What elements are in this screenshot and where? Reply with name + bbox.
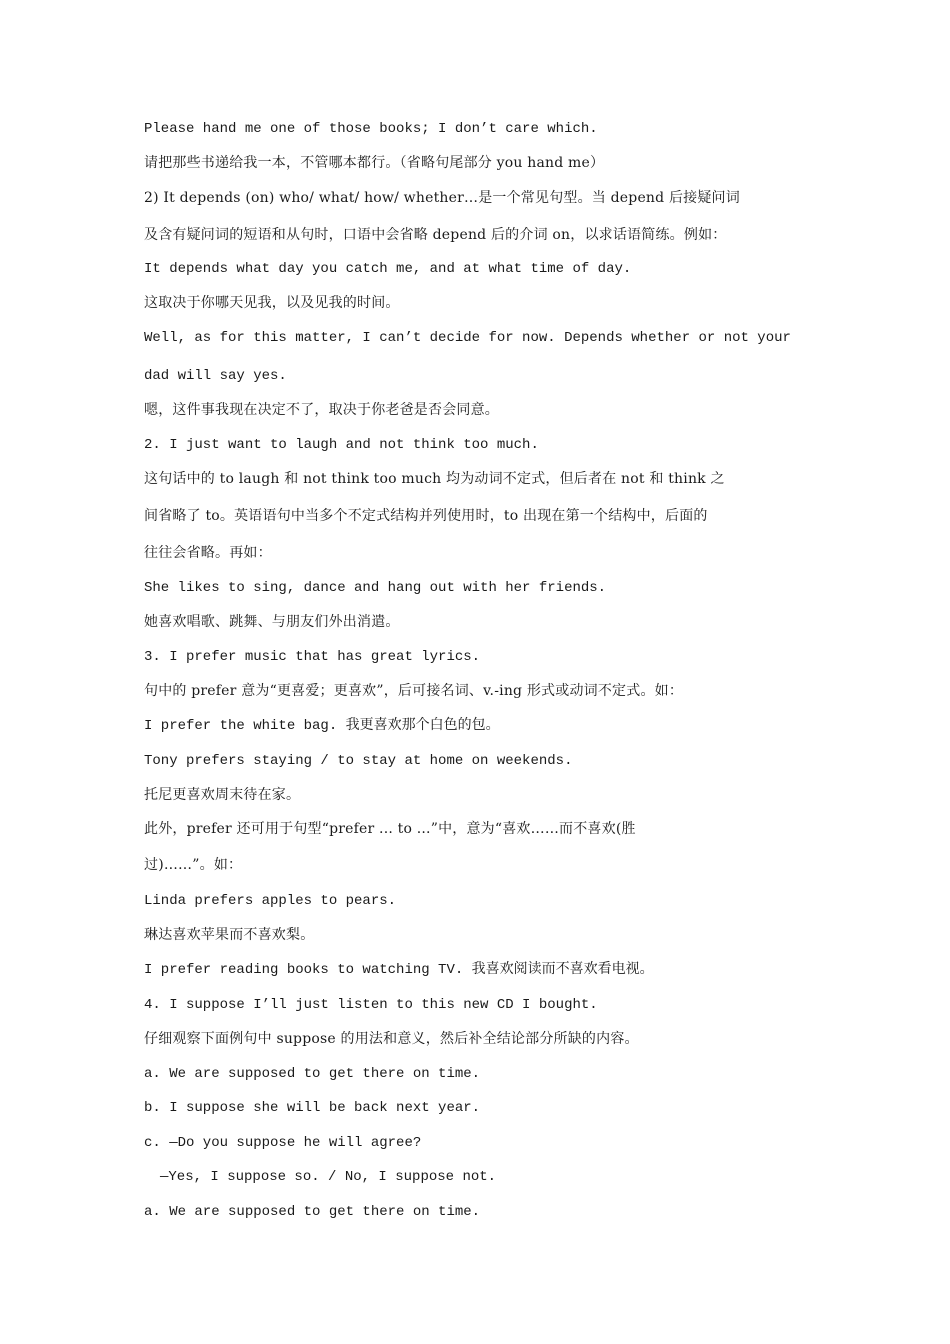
text-line-1: Please hand me one of those books; I don’t care which. (144, 121, 598, 137)
text-line-31: —Yes, I suppose so. / No, I suppose not. (160, 1169, 497, 1185)
text-line-15: 她喜欢唱歌、跳舞、与朋友们外出消遣。 (144, 614, 400, 630)
text-line-11: 这句话中的 to laugh 和 not think too much 均为动词不定式，但后者在 not 和 think 之 (144, 471, 725, 487)
text-line-27: 仔细观察下面例句中 suppose 的用法和意义，然后补全结论部分所缺的内容。 (144, 1031, 639, 1047)
text-line-14: She likes to sing, dance and hang out with her friends. (144, 580, 607, 596)
text-line-21: 此外，prefer 还可用于句型“prefer ... to ...”中，意为“喜欢……而不喜欢(胜 (144, 821, 636, 837)
text-line-20: 托尼更喜欢周末待在家。 (144, 787, 301, 803)
text-line-32: a. We are supposed to get there on time. (144, 1204, 481, 1220)
text-line-6: 这取决于你哪天见我，以及见我的时间。 (144, 295, 400, 311)
text-line-29: b. I suppose she will be back next year. (144, 1100, 481, 1116)
text-line-4: 及含有疑问词的短语和从句时，口语中会省略 depend 后的介词 on，以求话语简练。例如： (144, 227, 727, 243)
text-line-28: a. We are supposed to get there on time. (144, 1066, 481, 1082)
text-line-13: 往往会省略。再如： (144, 545, 272, 561)
text-line-19: Tony prefers staying / to stay at home on weekends. (144, 753, 573, 769)
text-line-10: 2. I just want to laugh and not think too much. (144, 437, 539, 453)
text-line-26: 4. I suppose I’ll just listen to this new CD I bought. (144, 997, 598, 1013)
text-line-22: 过)……”。如： (144, 857, 243, 873)
text-line-25: I prefer reading books to watching TV. 我喜欢阅读而不喜欢看电视。 (144, 962, 654, 978)
text-line-30: c. —Do you suppose he will agree? (144, 1135, 422, 1151)
text-line-7: Well, as for this matter, I can’t decide for now. Depends whether or not your (144, 330, 791, 346)
text-line-8: dad will say yes. (144, 368, 287, 384)
text-line-9: 嗯，这件事我现在决定不了，取决于你老爸是否会同意。 (144, 402, 499, 418)
text-line-2: 请把那些书递给我一本，不管哪本都行。（省略句尾部分 you hand me） (144, 155, 605, 171)
text-line-5: It depends what day you catch me, and at what time of day. (144, 261, 632, 277)
text-line-17: 句中的 prefer 意为“更喜爱；更喜欢”，后可接名词、v.-ing 形式或动词不定式。如： (144, 683, 684, 699)
text-line-16: 3. I prefer music that has great lyrics. (144, 649, 481, 665)
text-line-23: Linda prefers apples to pears. (144, 893, 397, 909)
text-line-18: I prefer the white bag. 我更喜欢那个白色的包。 (144, 718, 500, 734)
text-line-24: 琳达喜欢苹果而不喜欢梨。 (144, 927, 315, 943)
text-line-3: 2) It depends (on) who/ what/ how/ whether…是一个常见句型。当 depend 后接疑问词 (144, 190, 740, 206)
text-line-12: 间省略了 to。英语语句中当多个不定式结构并列使用时，to 出现在第一个结构中，后面的 (144, 508, 708, 524)
